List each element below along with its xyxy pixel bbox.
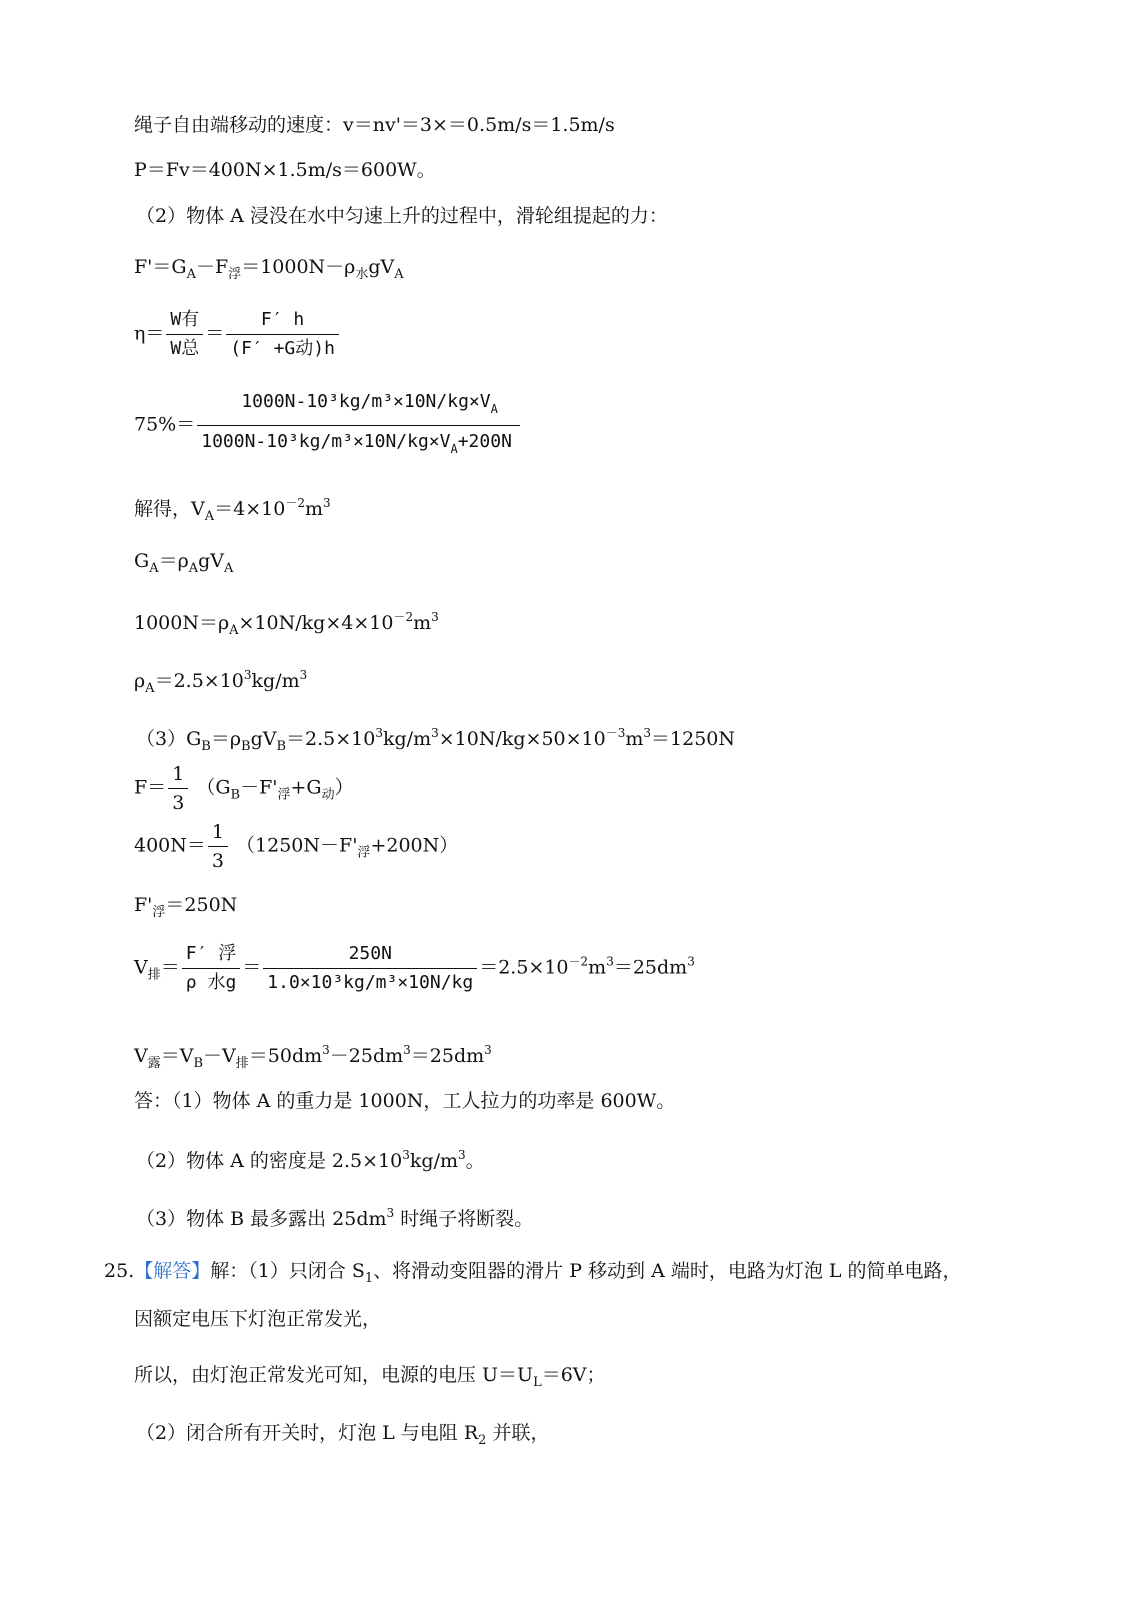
question-number: 25. [104,1260,135,1282]
efficiency-equation: η＝ $\frac{\text{W有}}{\text{W总}}$ ＝ $\frac{F' h}{\text{(F′ +G动)h}}$ [134,308,341,361]
pull-force-equation: $F'=G_A-F_浮=1000N-\rho_水gV_A$ [134,256,404,282]
efficiency-75-fraction: $\frac{1000N-10^3kg/m^3\times 10N/kg\times V_A}{1000N-10^3kg/m^3\times 10N/kg\times V_A+200N}$ [197,390,520,461]
power-line: P＝Fv＝400N×1.5m/s＝600W。 [134,159,436,181]
rope-speed-line: 绳子自由端移动的速度：v＝nv'＝3×＝0.5m/s＝1.5m/s [134,114,615,136]
work-ratio-fraction: $\frac{\text{W有}}{\text{W总}}$ [166,308,203,361]
answer-part2: （2）物体 A 的密度是 $2.5\times 10^3kg/m^3$。 [136,1148,485,1172]
one-third-fraction: $\frac{1}{3}$ [168,762,188,815]
density-result-line: $\rho_A=2.5\times 10^3kg/m^3$ [134,668,308,696]
q25-line-3: 所以，由灯泡正常发光可知，电源的电压 $U=U_L=6V$； [134,1364,606,1390]
answer-tag: 【解答】 [134,1260,211,1282]
efficiency-75-equation: 75%＝ $\frac{1000N-10^3kg/m^3\times 10N/kg\times V_A}{1000N-10^3kg/m^3\times 10N/kg\times V_A+200N}$ [134,390,522,461]
buoyancy-result-line: $F'_浮=250N$ [134,894,238,920]
force-ratio-fraction: $\frac{F' h}{\text{(F′ +G动)h}}$ [226,308,339,361]
density-substitution-line: $1000N=\rho_A\times 10N/kg\times 4\times 10^{-2}m^3$ [134,610,439,638]
one-third-fraction: $\frac{1}{3}$ [208,820,228,873]
volume-solution-line: 解得，$V_A=4\times 10^{-2}m^3$ [134,496,331,524]
question-25-header: 25.【解答】解：（1）只闭合 $S_1$、将滑动变阻器的滑片 P 移动到 A 端时，电路为灯泡 L 的简单电路， [104,1260,962,1286]
part3-weight-line: $(3)G_B=\rho_BgV_B=2.5\times 10^3kg/m^3\times 10N/kg\times 50\times 10^{-3}m^3=1250N$ [136,726,736,754]
answer-part3: （3）物体 B 最多露出 $25dm^3$ 时绳子将断裂。 [136,1206,534,1230]
volume-value-fraction: $\frac{250N}{\text{1.0×10³kg/m³×10N/kg}}$ [263,942,477,995]
q25-line-4: （2）闭合所有开关时，灯泡 L 与电阻 $R_2$ 并联， [136,1422,550,1448]
force-formula-line: F＝ $\frac{1}{3}$ $(G_B-F'_浮+G_动)$ [134,763,354,814]
answer-part1: 答：（1）物体 A 的重力是 1000N，工人拉力的功率是 600W。 [134,1090,676,1112]
displaced-volume-line: $V_排=$ $\frac{\text{F′ 浮}}{\text{ρ 水g}}$ ＝ $\frac{250N}{\text{1.0×10³kg/m³×10N/kg}}$ $=2.5\times 10^{-2}m^3=25dm^3$ [134,943,695,993]
q25-line-2: 因额定电压下灯泡正常发光， [134,1308,382,1330]
exposed-volume-line: $V_露=V_B-V_排=50dm^3-25dm^3=25dm^3$ [134,1043,492,1071]
part2-intro: （2）物体 A 浸没在水中匀速上升的过程中，滑轮组提起的力： [136,205,668,227]
force-substitution-line: 400N＝ $\frac{1}{3}$ $(1250N-F'_浮+200N)$ [134,821,459,872]
weight-density-line: $G_A=\rho_AgV_A$ [134,550,234,576]
buoyancy-ratio-fraction: $\frac{\text{F′ 浮}}{\text{ρ 水g}}$ [182,942,241,995]
